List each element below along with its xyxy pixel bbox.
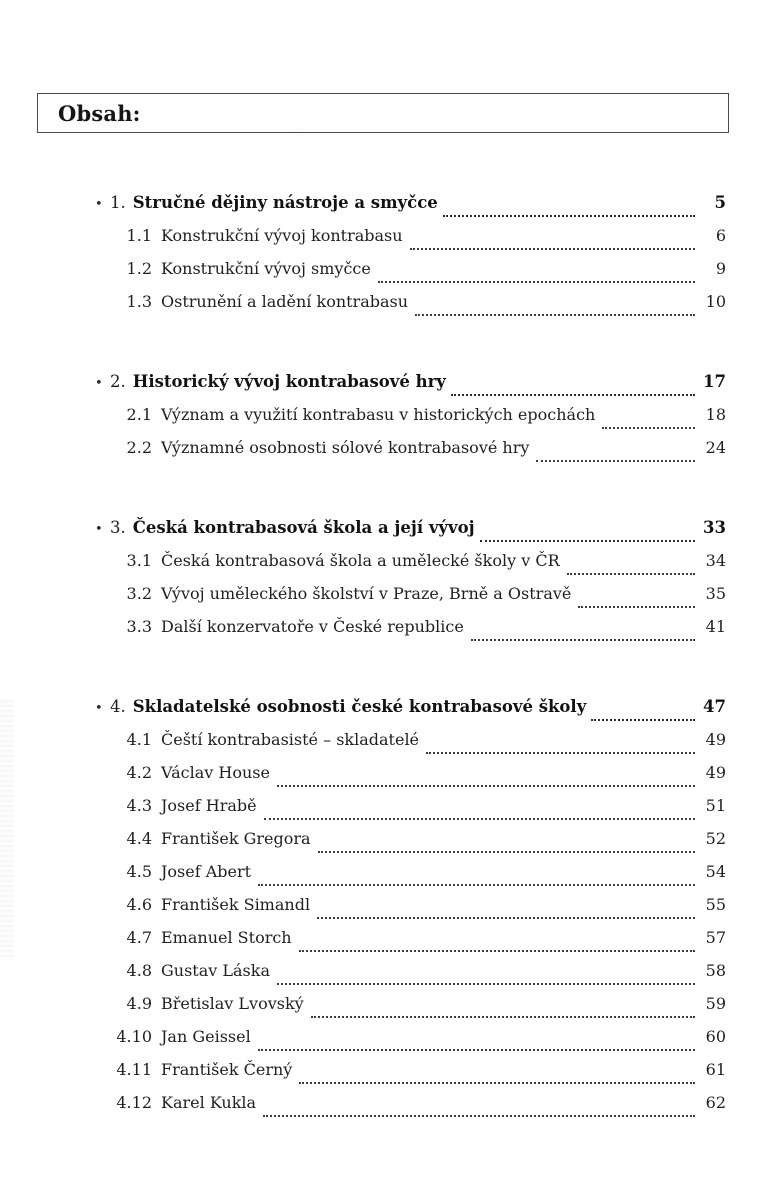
toc-item-row xyxy=(95,730,726,763)
item-number: 2.1 xyxy=(126,405,152,424)
toc-item-row xyxy=(95,829,726,862)
page-number: 60 xyxy=(705,1027,726,1046)
bullet-icon: • xyxy=(95,376,103,391)
contents-header-box xyxy=(37,93,729,133)
dot-leader xyxy=(415,314,695,316)
page-number: 10 xyxy=(705,292,726,311)
item-title: Další konzervatoře v České republice xyxy=(161,617,464,636)
item-title: Václav House xyxy=(161,763,270,782)
page-number: 62 xyxy=(705,1093,726,1112)
toc-item-row xyxy=(95,961,726,994)
page-number: 61 xyxy=(705,1060,726,1079)
toc-item-row xyxy=(95,763,726,796)
section-number: 2. xyxy=(110,372,126,391)
item-title: Konstrukční vývoj kontrabasu xyxy=(161,226,403,245)
toc-item-row xyxy=(95,1027,726,1060)
page-number: 52 xyxy=(705,829,726,848)
dot-leader xyxy=(471,639,695,641)
dot-leader xyxy=(410,248,695,250)
item-title: Vývoj uměleckého školství v Praze, Brně a Ostravě xyxy=(161,584,572,603)
page-number: 17 xyxy=(703,372,726,391)
toc-item-row xyxy=(95,259,726,292)
dot-leader xyxy=(263,1115,695,1117)
item-title: Břetislav Lvovský xyxy=(161,994,304,1013)
toc-section xyxy=(95,518,726,650)
page-number: 54 xyxy=(705,862,726,881)
toc-item-row xyxy=(95,405,726,438)
toc-section-items xyxy=(95,226,726,325)
section-number: 3. xyxy=(110,518,126,537)
item-title: Karel Kukla xyxy=(161,1093,257,1112)
bullet-icon: • xyxy=(95,701,103,716)
toc-item-row xyxy=(95,796,726,829)
page-number: 47 xyxy=(703,697,726,716)
item-number: 2.2 xyxy=(126,438,152,457)
dot-leader xyxy=(426,752,695,754)
item-number: 3.2 xyxy=(126,584,152,603)
page-number: 49 xyxy=(705,730,726,749)
dot-leader xyxy=(451,394,695,396)
toc-section-items xyxy=(95,730,726,1126)
dot-leader xyxy=(299,1082,695,1084)
page-number: 24 xyxy=(705,438,726,457)
item-number: 1.3 xyxy=(126,292,152,311)
page-number: 51 xyxy=(705,796,726,815)
toc-item-row xyxy=(95,226,726,259)
page-number: 9 xyxy=(715,259,726,278)
item-number: 3.3 xyxy=(126,617,152,636)
toc-heading-row xyxy=(95,372,726,405)
toc-item-row xyxy=(95,292,726,325)
toc-item-row xyxy=(95,617,726,650)
item-number: 4.10 xyxy=(116,1027,152,1046)
item-number: 3.1 xyxy=(126,551,152,570)
toc-list xyxy=(95,193,726,1126)
item-title: Významné osobnosti sólové kontrabasové hry xyxy=(161,438,530,457)
toc-item-row xyxy=(95,438,726,471)
page-number: 49 xyxy=(705,763,726,782)
toc-section xyxy=(95,697,726,1126)
item-title: Ostrunění a ladění kontrabasu xyxy=(161,292,409,311)
item-number: 4.5 xyxy=(126,862,152,881)
item-title: Jan Geissel xyxy=(161,1027,251,1046)
bullet-icon: • xyxy=(95,522,103,537)
dot-leader xyxy=(578,606,695,608)
dot-leader xyxy=(277,785,695,787)
dot-leader xyxy=(318,851,695,853)
dot-leader xyxy=(277,983,695,985)
scan-noise-artifact xyxy=(0,700,14,960)
page-number: 18 xyxy=(705,405,726,424)
dot-leader xyxy=(567,573,695,575)
bullet-icon: • xyxy=(95,197,103,212)
item-number: 4.1 xyxy=(126,730,152,749)
item-number: 4.12 xyxy=(116,1093,152,1112)
item-number: 4.4 xyxy=(126,829,152,848)
item-number: 4.6 xyxy=(126,895,152,914)
page-number: 41 xyxy=(705,617,726,636)
item-number: 1.1 xyxy=(126,226,152,245)
item-title: František Simandl xyxy=(161,895,311,914)
item-number: 4.9 xyxy=(126,994,152,1013)
item-number: 1.2 xyxy=(126,259,152,278)
item-number: 4.3 xyxy=(126,796,152,815)
page-number: 6 xyxy=(715,226,726,245)
section-title: Skladatelské osobnosti české kontrabasové školy xyxy=(132,697,587,716)
item-title: Význam a využití kontrabasu v historických epochách xyxy=(161,405,596,424)
item-number: 4.11 xyxy=(116,1060,152,1079)
page-title: Obsah: xyxy=(58,100,141,126)
page-number: 35 xyxy=(705,584,726,603)
toc-item-row xyxy=(95,1093,726,1126)
section-number: 4. xyxy=(110,697,126,716)
toc-heading-row xyxy=(95,193,726,226)
dot-leader xyxy=(536,460,695,462)
section-title: Historický vývoj kontrabasové hry xyxy=(132,372,446,391)
item-number: 4.2 xyxy=(126,763,152,782)
toc-section-items xyxy=(95,405,726,471)
toc-heading-row xyxy=(95,518,726,551)
toc-heading-row xyxy=(95,697,726,730)
page-number: 33 xyxy=(703,518,726,537)
item-title: Gustav Láska xyxy=(161,961,270,980)
dot-leader xyxy=(480,540,695,542)
toc-section-items xyxy=(95,551,726,650)
section-title: Česká kontrabasová škola a její vývoj xyxy=(132,518,475,537)
dot-leader xyxy=(258,1049,695,1051)
toc-item-row xyxy=(95,1060,726,1093)
dot-leader xyxy=(591,719,695,721)
item-title: Emanuel Storch xyxy=(161,928,292,947)
dot-leader xyxy=(299,950,695,952)
item-title: Konstrukční vývoj smyčce xyxy=(161,259,371,278)
item-title: Josef Abert xyxy=(161,862,252,881)
item-title: Josef Hrabě xyxy=(161,796,257,815)
toc-item-row xyxy=(95,928,726,961)
dot-leader xyxy=(317,917,695,919)
toc-section xyxy=(95,372,726,471)
toc-section xyxy=(95,193,726,325)
page-number: 34 xyxy=(705,551,726,570)
page-number: 5 xyxy=(714,193,726,212)
item-title: Čeští kontrabasisté – skladatelé xyxy=(161,730,420,749)
item-title: Česká kontrabasová škola a umělecké školy v ČR xyxy=(161,551,560,570)
dot-leader xyxy=(443,215,695,217)
page-number: 58 xyxy=(705,961,726,980)
section-title: Stručné dějiny nástroje a smyčce xyxy=(132,193,438,212)
page-number: 57 xyxy=(705,928,726,947)
dot-leader xyxy=(378,281,695,283)
toc-item-row xyxy=(95,994,726,1027)
toc-item-row xyxy=(95,895,726,928)
item-title: František Černý xyxy=(161,1060,293,1079)
item-title: František Gregora xyxy=(161,829,311,848)
page-number: 59 xyxy=(705,994,726,1013)
toc-item-row xyxy=(95,584,726,617)
toc-item-row xyxy=(95,551,726,584)
toc-item-row xyxy=(95,862,726,895)
item-number: 4.7 xyxy=(126,928,152,947)
item-number: 4.8 xyxy=(126,961,152,980)
dot-leader xyxy=(602,427,695,429)
page-number: 55 xyxy=(705,895,726,914)
dot-leader xyxy=(311,1016,695,1018)
dot-leader xyxy=(258,884,695,886)
section-number: 1. xyxy=(110,193,126,212)
dot-leader xyxy=(264,818,695,820)
